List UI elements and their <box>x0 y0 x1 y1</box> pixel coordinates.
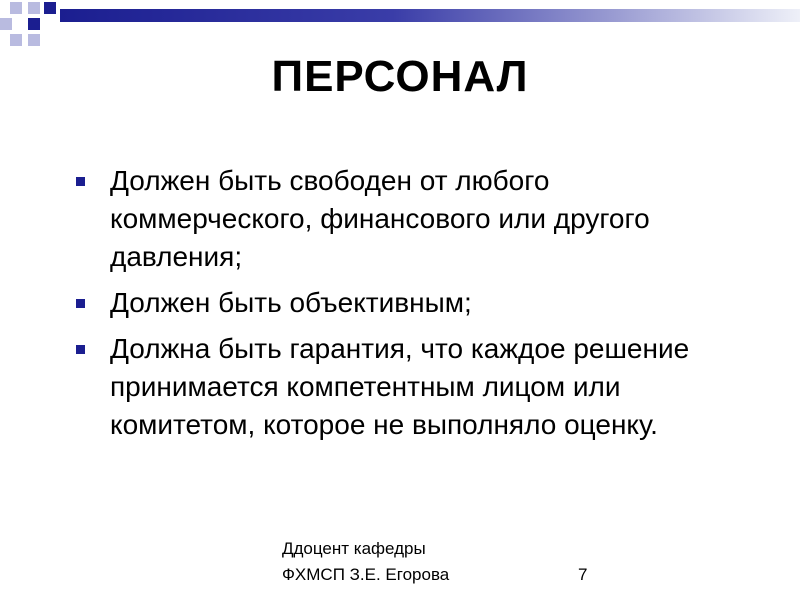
square-bullet-icon <box>76 177 85 186</box>
decor-square <box>44 2 56 14</box>
bullet-text: Должен быть свободен от любого коммерческого, финансового или другого давления; <box>110 165 650 272</box>
bullet-text: Должен быть объективным; <box>110 287 472 318</box>
footer-line-2: ФХМСП З.Е. Егорова <box>282 565 450 584</box>
page-number: 7 <box>578 565 588 584</box>
decor-square <box>28 34 40 46</box>
decor-square <box>10 2 22 14</box>
footer-author <box>282 536 449 588</box>
bullet-item <box>72 162 692 276</box>
square-bullet-icon <box>76 299 85 308</box>
bullet-item <box>72 284 692 322</box>
header-gradient-band <box>60 9 800 22</box>
decor-square <box>10 34 22 46</box>
slide-title: ПЕРСОНАЛ <box>271 52 529 101</box>
decor-square <box>28 18 40 30</box>
decor-square <box>28 2 40 14</box>
footer-line-1: Ддоцент кафедры <box>282 539 426 558</box>
bullet-item <box>72 330 692 444</box>
bullet-list <box>72 162 692 452</box>
bullet-text: Должна быть гарантия, что каждое решение принимается компетентным лицом или комитетом, которое не выполняло оценку. <box>110 333 690 440</box>
decor-square <box>0 18 12 30</box>
corner-decoration <box>0 0 70 50</box>
square-bullet-icon <box>76 345 85 354</box>
